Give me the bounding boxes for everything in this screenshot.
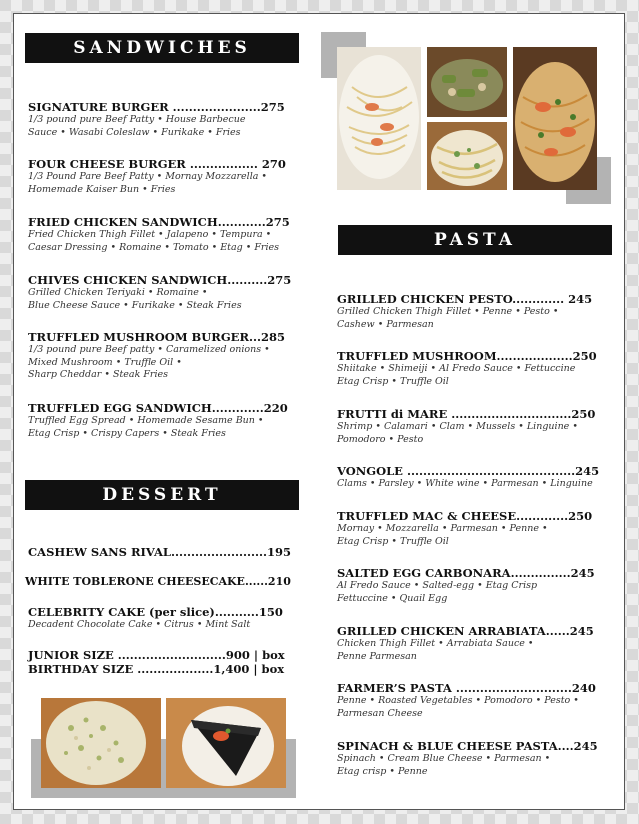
- menu-page: [13, 13, 625, 810]
- item-description: Mixed Mushroom • Truffle Oil •: [28, 356, 182, 368]
- item-name-price: TRUFFLED MUSHROOM BURGER...285: [28, 330, 286, 344]
- menu-item: [337, 681, 596, 720]
- item-description: Mornay • Mozzarella • Parmesan • Penne •: [337, 523, 548, 534]
- celebrity-cake-photo: [166, 698, 286, 788]
- item-description: Shrimp • Calamari • Clam • Mussels • Linguine •: [337, 421, 578, 432]
- item-name-price: TRUFFLED MUSHROOM...................250: [337, 349, 597, 363]
- item-description: Penne Parmesan: [337, 650, 417, 662]
- item-description: Etag Crisp • Truffle Oil: [337, 375, 449, 387]
- item-description: 1/3 Pound Pare Beef Patty • Mornay Mozzarella •: [28, 171, 268, 182]
- item-description: Fried Chicken Thigh Fillet • Jalapeno • Tempura •: [28, 229, 272, 240]
- pasta-image: [427, 47, 507, 117]
- item-name-price: SALTED EGG CARBONARA...............245: [337, 566, 595, 580]
- item-name-price: GRILLED CHICKEN ARRABIATA......245: [337, 624, 594, 638]
- menu-item: [28, 273, 291, 312]
- menu-item: [25, 575, 291, 589]
- item-name-price: VONGOLE ..........................................245: [337, 464, 600, 478]
- item-description: Sauce • Wasabi Coleslaw • Furikake • Fries: [28, 126, 241, 138]
- item-description: Chicken Thigh Fillet • Arrabiata Sauce •: [337, 638, 534, 649]
- pasta-photo-1: [337, 47, 421, 190]
- pasta-image: [513, 47, 597, 190]
- item-name-price: FRUTTI di MARE ..............................250: [337, 407, 596, 421]
- item-description: Caesar Dressing • Romaine • Tomato • Etag • Fries: [28, 241, 280, 253]
- item-description: Cashew • Parmesan: [337, 318, 434, 330]
- item-description: Blue Cheese Sauce • Furikake • Steak Fries: [28, 299, 242, 311]
- item-description: Homemade Kaiser Bun • Fries: [28, 183, 176, 195]
- pasta-image: [337, 47, 421, 190]
- menu-item: [337, 349, 597, 388]
- item-name-price: TRUFFLED MAC & CHEESE.............250: [337, 509, 593, 523]
- item-name-price: SPINACH & BLUE CHEESE PASTA....245: [337, 739, 598, 753]
- item-description: Grilled Chicken Thigh Fillet • Penne • Pesto •: [337, 306, 559, 317]
- item-description: Pomodoro • Pesto: [337, 433, 424, 445]
- menu-item: [337, 464, 599, 491]
- menu-item: [28, 648, 285, 676]
- menu-item: [28, 215, 290, 254]
- item-description: Fettuccine • Quail Egg: [337, 592, 448, 604]
- dessert-header: DESSERT: [25, 480, 299, 510]
- item-name-price: FRIED CHICKEN SANDWICH............275: [28, 215, 290, 229]
- item-name-price: TRUFFLED EGG SANDWICH.............220: [28, 401, 288, 415]
- item-name-price: GRILLED CHICKEN PESTO............. 245: [337, 292, 593, 306]
- menu-item: [28, 401, 288, 440]
- item-description: Parmesan Cheese: [337, 707, 423, 719]
- cashew-sans-rival-photo: [41, 698, 161, 788]
- menu-item: [28, 545, 291, 559]
- item-name-price: BIRTHDAY SIZE ...................1,400 | box: [28, 662, 285, 676]
- menu-item: [28, 330, 285, 382]
- item-name-price: JUNIOR SIZE ...........................900 | box: [28, 648, 285, 662]
- menu-item: [337, 292, 592, 331]
- item-description: Etag Crisp • Truffle Oil: [337, 535, 449, 547]
- item-name-price: WHITE TOBLERONE CHEESECAKE......210: [25, 575, 291, 588]
- item-description: Etag crisp • Penne: [337, 765, 428, 777]
- pasta-header: PASTA: [338, 225, 612, 255]
- item-description: Shiitake • Shimeiji • Al Fredo Sauce • Fettuccine: [337, 363, 576, 374]
- pasta-photo-4: [513, 47, 597, 190]
- item-description: Clams • Parsley • White wine • Parmesan • Linguine: [337, 478, 593, 489]
- item-description: Spinach • Cream Blue Cheese • Parmesan •: [337, 753, 551, 764]
- menu-item: [337, 739, 598, 778]
- item-description: Sharp Cheddar • Steak Fries: [28, 369, 169, 380]
- menu-item: [337, 624, 594, 663]
- item-name-price: FOUR CHEESE BURGER ................. 270: [28, 157, 286, 171]
- item-name-price: CELEBRITY CAKE (per slice)...........150: [28, 605, 283, 619]
- menu-item: [28, 100, 285, 139]
- pasta-image: [427, 122, 507, 190]
- item-description: Grilled Chicken Teriyaki • Romaine •: [28, 287, 208, 298]
- item-name-price: FARMER’S PASTA .............................240: [337, 681, 596, 695]
- cake-slice-image: [166, 698, 286, 788]
- menu-item: [337, 407, 595, 446]
- item-description: Al Fredo Sauce • Salted-egg • Etag Crisp: [337, 580, 538, 591]
- item-description: Decadent Chocolate Cake • Citrus • Mint Salt: [28, 619, 251, 630]
- menu-item: [337, 566, 595, 605]
- pasta-photo-3: [427, 122, 507, 190]
- item-name-price: SIGNATURE BURGER ......................275: [28, 100, 285, 114]
- item-description: 1/3 pound pure Beef Patty • House Barbecue: [28, 114, 246, 125]
- menu-item: [337, 509, 592, 548]
- item-description: Etag Crisp • Crispy Capers • Steak Fries: [28, 427, 226, 439]
- item-description: Truffled Egg Spread • Homemade Sesame Bun •: [28, 415, 264, 426]
- cake-image: [41, 698, 161, 788]
- sandwiches-header: SANDWICHES: [25, 33, 299, 63]
- menu-item: [28, 605, 283, 632]
- item-name-price: CHIVES CHICKEN SANDWICH..........275: [28, 273, 292, 287]
- pasta-photo-2: [427, 47, 507, 117]
- item-description: 1/3 pound pure Beef patty • Caramelized onions •: [28, 344, 270, 355]
- item-description: Penne • Roasted Vegetables • Pomodoro • Pesto •: [337, 695, 579, 706]
- item-name-price: CASHEW SANS RIVAL........................195: [28, 545, 292, 559]
- menu-item: [28, 157, 286, 196]
